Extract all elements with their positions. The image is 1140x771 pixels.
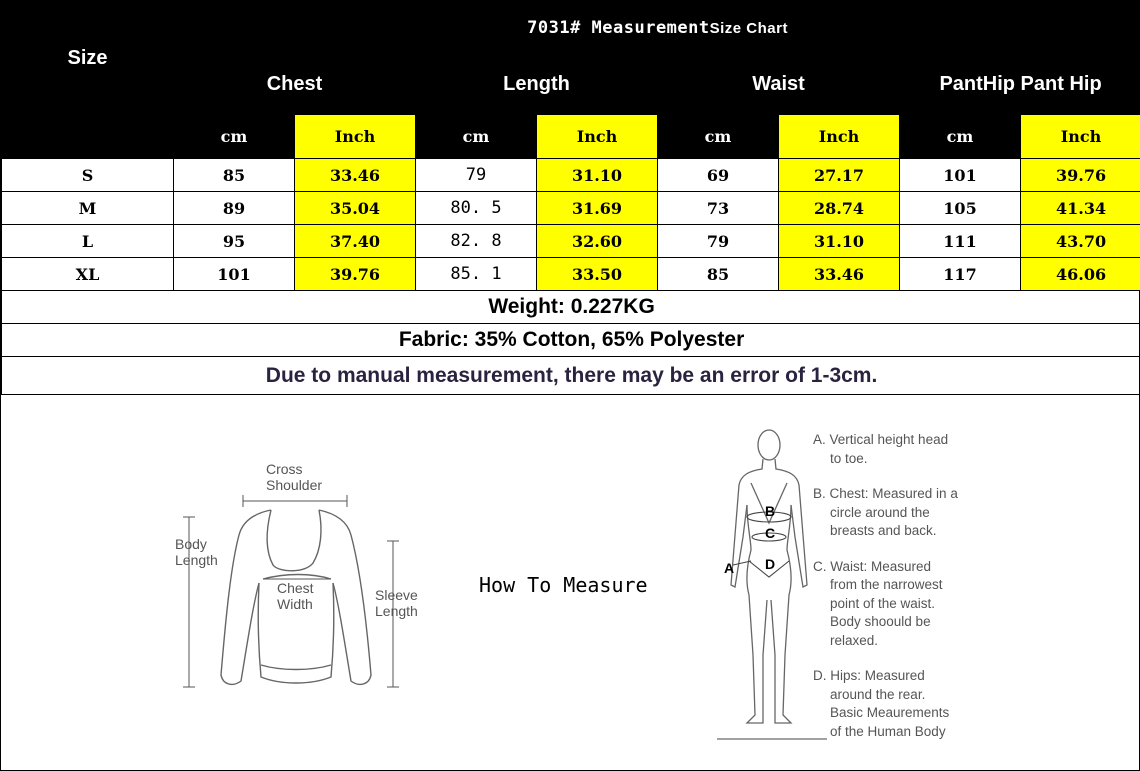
length-inch-cell: 31.69 xyxy=(537,192,658,225)
size-cell: XL xyxy=(2,258,174,291)
weight-note: Weight: 0.227KG xyxy=(2,291,1140,324)
legend-item: B. Chest: Measured in a circle around the breasts and back. xyxy=(813,486,958,538)
cross-shoulder-label: Cross Shoulder xyxy=(266,461,323,493)
chest-inch-cell: 35.04 xyxy=(295,192,416,225)
table-row xyxy=(2,225,1140,258)
table-row xyxy=(2,258,1140,291)
chest-cm-cell: 89 xyxy=(174,192,295,225)
hip-cm-cell: 117 xyxy=(900,258,1021,291)
waist-inch-cell: 28.74 xyxy=(779,192,900,225)
hip-cm-cell: 111 xyxy=(900,225,1021,258)
unit-inch: Inch xyxy=(779,115,900,159)
chest-inch-cell: 33.46 xyxy=(295,159,416,192)
waist-inch-cell: 33.46 xyxy=(779,258,900,291)
length-cm-cell: 80. 5 xyxy=(416,192,537,225)
chest-inch-cell: 39.76 xyxy=(295,258,416,291)
measurement-legend xyxy=(813,431,983,758)
hip-cm-cell: 101 xyxy=(900,159,1021,192)
fabric-note: Fabric: 35% Cotton, 65% Polyester xyxy=(2,324,1140,357)
size-cell: L xyxy=(2,225,174,258)
unit-inch: Inch xyxy=(537,115,658,159)
legend-item: D. Hips: Measured around the rear. Basic Meaurements of the Human Body xyxy=(813,668,950,739)
hip-inch-cell: 41.34 xyxy=(1021,192,1140,225)
table-row xyxy=(2,192,1140,225)
table-row xyxy=(2,159,1140,192)
hip-cm-cell: 105 xyxy=(900,192,1021,225)
unit-inch: Inch xyxy=(1021,115,1140,159)
unit-inch: Inch xyxy=(295,115,416,159)
size-cell: M xyxy=(2,192,174,225)
unit-cm: cm xyxy=(174,115,295,159)
waist-cm-cell: 69 xyxy=(658,159,779,192)
waist-inch-cell: 27.17 xyxy=(779,159,900,192)
length-inch-cell: 33.50 xyxy=(537,258,658,291)
waist-inch-cell: 31.10 xyxy=(779,225,900,258)
title-main: 7031# Measurement xyxy=(527,18,710,38)
hip-inch-cell: 39.76 xyxy=(1021,159,1140,192)
group-hip: PantHip Pant Hip xyxy=(900,55,1140,115)
length-cm-cell: 79 xyxy=(416,159,537,192)
hip-inch-cell: 46.06 xyxy=(1021,258,1140,291)
body-mark-c: C xyxy=(765,525,776,541)
chest-inch-cell: 37.40 xyxy=(295,225,416,258)
length-cm-cell: 85. 1 xyxy=(416,258,537,291)
measurement-guide xyxy=(1,394,1140,771)
group-length: Length xyxy=(416,55,658,115)
unit-cm: cm xyxy=(658,115,779,159)
group-waist: Waist xyxy=(658,55,900,115)
chest-cm-cell: 95 xyxy=(174,225,295,258)
length-inch-cell: 31.10 xyxy=(537,159,658,192)
waist-cm-cell: 73 xyxy=(658,192,779,225)
size-cell: S xyxy=(2,159,174,192)
legend-item: A. Vertical height head to toe. xyxy=(813,432,949,466)
chart-title xyxy=(174,2,1140,55)
hip-inch-cell: 43.70 xyxy=(1021,225,1140,258)
disclaimer-note: Due to manual measurement, there may be an error of 1-3cm. xyxy=(2,357,1140,395)
length-inch-cell: 32.60 xyxy=(537,225,658,258)
unit-cm: cm xyxy=(900,115,1021,159)
chest-width-label: Chest Width xyxy=(277,580,314,612)
chest-cm-cell: 101 xyxy=(174,258,295,291)
body-mark-d: D xyxy=(765,556,776,572)
unit-spacer xyxy=(2,115,174,159)
human-body-diagram xyxy=(717,425,827,745)
length-cm-cell: 82. 8 xyxy=(416,225,537,258)
waist-cm-cell: 85 xyxy=(658,258,779,291)
size-chart-table xyxy=(1,1,1140,395)
unit-cm: cm xyxy=(416,115,537,159)
group-chest: Chest xyxy=(174,55,416,115)
body-mark-a: A xyxy=(724,560,735,576)
size-header: Size xyxy=(2,2,174,115)
chest-cm-cell: 85 xyxy=(174,159,295,192)
waist-cm-cell: 79 xyxy=(658,225,779,258)
sleeve-length-label: Sleeve Length xyxy=(375,587,418,619)
body-length-label: Body Length xyxy=(175,536,218,568)
body-mark-b: B xyxy=(765,503,776,519)
how-to-measure-title: How To Measure xyxy=(479,573,648,597)
legend-item: C. Waist: Measured from the narrowest point of the waist. Body shoould be relaxed. xyxy=(813,558,943,648)
title-suffix: Size Chart xyxy=(709,20,788,37)
